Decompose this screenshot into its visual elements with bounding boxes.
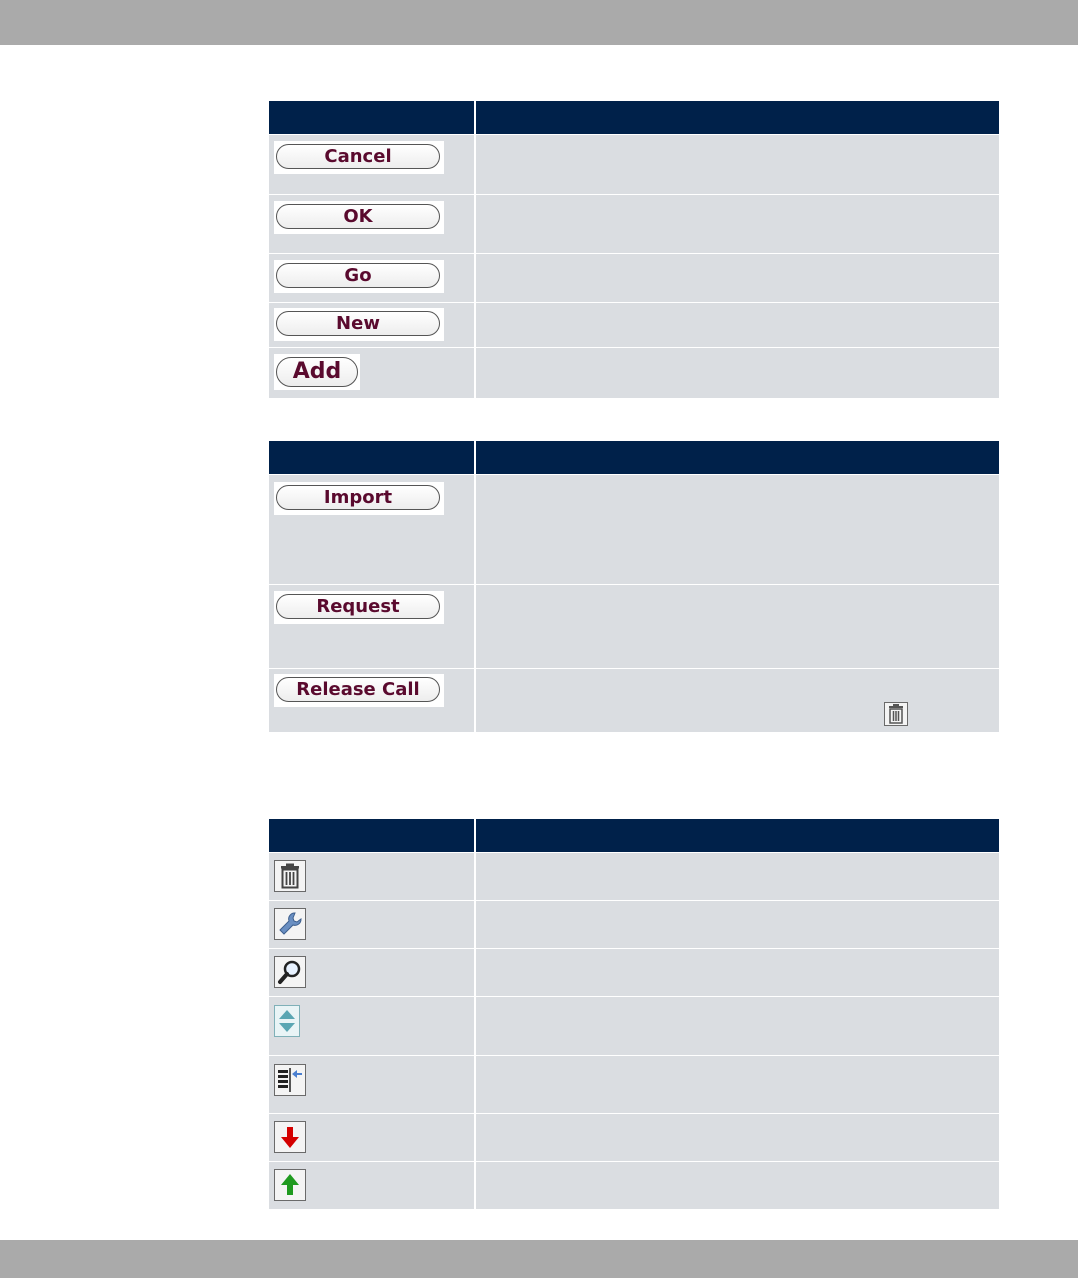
- table-row: [269, 253, 999, 302]
- cancel-button[interactable]: Cancel: [276, 144, 440, 169]
- table-row: [269, 1055, 999, 1113]
- arrow-down-red-icon[interactable]: [274, 1121, 306, 1153]
- buttons-table-1: [269, 101, 999, 398]
- ok-button[interactable]: OK: [276, 204, 440, 229]
- table-header: [269, 101, 999, 134]
- table-row: [269, 194, 999, 253]
- table-row: [269, 852, 999, 900]
- table-row: [269, 996, 999, 1055]
- table-row: [269, 302, 999, 347]
- icons-table: [269, 819, 999, 1209]
- top-band: [0, 0, 1078, 45]
- table-row: [269, 584, 999, 668]
- table-row: [269, 900, 999, 948]
- wrench-icon[interactable]: [274, 908, 306, 940]
- table-row: [269, 668, 999, 732]
- table-row: [269, 1113, 999, 1161]
- import-button[interactable]: Import: [276, 485, 440, 510]
- sort-up-down-icon[interactable]: [274, 1005, 300, 1037]
- table-row: [269, 134, 999, 194]
- table-header: [269, 441, 999, 474]
- bottom-band: [0, 1240, 1078, 1278]
- release-call-button[interactable]: Release Call: [276, 677, 440, 702]
- magnifier-icon[interactable]: [274, 956, 306, 988]
- go-button[interactable]: Go: [276, 263, 440, 288]
- table-header: [269, 819, 999, 852]
- buttons-table-2: [269, 441, 999, 732]
- table-row: [269, 1161, 999, 1209]
- trash-icon: [884, 702, 908, 726]
- table-row: [269, 948, 999, 996]
- new-button[interactable]: New: [276, 311, 440, 336]
- add-button[interactable]: Add: [276, 357, 358, 387]
- arrow-up-green-icon[interactable]: [274, 1169, 306, 1201]
- list-insert-icon[interactable]: [274, 1064, 306, 1096]
- trash-icon[interactable]: [274, 860, 306, 892]
- table-row: [269, 347, 999, 398]
- table-row: [269, 474, 999, 584]
- request-button[interactable]: Request: [276, 594, 440, 619]
